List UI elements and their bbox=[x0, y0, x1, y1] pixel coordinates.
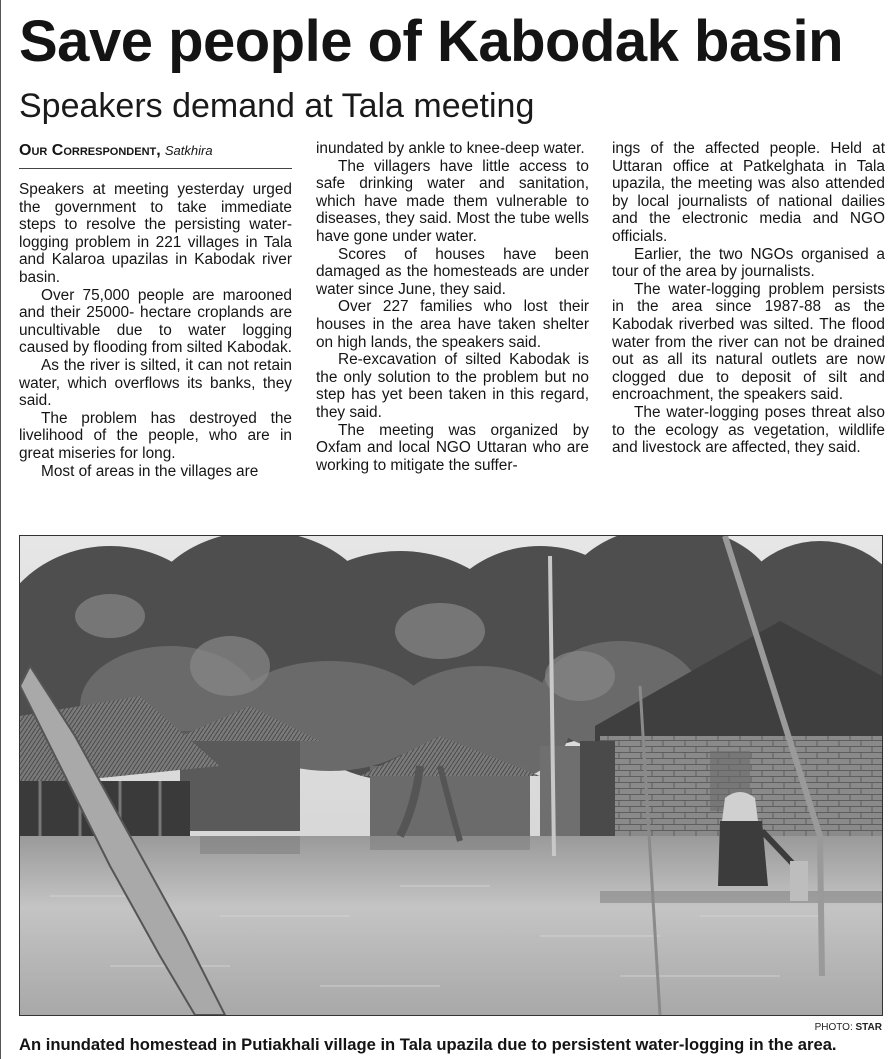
paragraph: Over 227 families who lost their houses in the area have taken shelter on high lands, the speakers said. bbox=[316, 298, 589, 351]
subheadline: Speakers demand at Tala meeting bbox=[19, 87, 535, 125]
paragraph: Over 75,000 people are marooned and their 25000- hectare croplands are uncultivable due to water logging caused by flooding from silted Kabodak. bbox=[19, 286, 292, 357]
paragraph: Speakers at meeting yesterday urged the government to take immediate steps to resolve the persisting water-logging problem in 221 villages in Tala and Kalaroa upazilas in Kabodak river basin. bbox=[19, 181, 292, 286]
headline: Save people of Kabodak basin bbox=[19, 9, 843, 74]
article-column-2 bbox=[316, 140, 589, 474]
flooded-homestead-photo bbox=[20, 536, 882, 1015]
paragraph: Re-excavation of silted Kabodak is the only solution to the problem but no step has yet been taken in this regard, they said. bbox=[316, 351, 589, 421]
paragraph: Most of areas in the villages are bbox=[41, 462, 259, 480]
photo-credit-source: STAR bbox=[855, 1022, 882, 1033]
paragraph: The meeting was organized by Oxfam and local NGO Uttaran who are working to mitigate the suffer- bbox=[316, 421, 589, 474]
byline bbox=[19, 140, 292, 169]
paragraph: inundated by ankle to knee-deep water. bbox=[316, 140, 585, 157]
photo-caption: An inundated homestead in Putiakhali village in Tala upazila due to persistent water-logging in the area. bbox=[19, 1035, 837, 1054]
paragraph: As the river is silted, it can not retain water, which overflows its banks, they said. bbox=[19, 356, 292, 410]
paragraph: Earlier, the two NGOs organised a tour of the area by journalists. bbox=[612, 245, 885, 281]
byline-name: Our Correspondent, bbox=[19, 142, 161, 159]
paragraph: ings of the affected people. Held at Uttaran office at Patkelghata in Tala upazila, the meeting was also attended by local journalists of national dailies and the electronic media and NGO officials. bbox=[612, 140, 885, 245]
article-column-1 bbox=[19, 140, 292, 480]
article-column-3 bbox=[612, 140, 885, 457]
photo-credit bbox=[815, 1022, 882, 1034]
paragraph: The water-logging problem persists in the area since 1987-88 as the Kabodak riverbed was silted. The flood water from the river can not be drained out as all its natural outlets are now clogged due to deposit of silt and encroachment, the speakers said. bbox=[612, 280, 885, 404]
paragraph: The villagers have little access to safe drinking water and sanitation, which have made them vulnerable to diseases, they said. Most the tube wells have gone under water. bbox=[316, 157, 589, 245]
news-photo bbox=[19, 535, 883, 1016]
paragraph: Scores of houses have been damaged as the homesteads are under water since June, they said. bbox=[316, 245, 589, 298]
byline-location: Satkhira bbox=[164, 143, 213, 158]
paragraph: The problem has destroyed the livelihood of the people, who are in great miseries for long. bbox=[19, 409, 292, 462]
photo-credit-label: PHOTO: bbox=[814, 1022, 853, 1033]
paragraph: The water-logging poses threat also to the ecology as vegetation, wildlife and livestock are affected, they said. bbox=[612, 403, 885, 457]
